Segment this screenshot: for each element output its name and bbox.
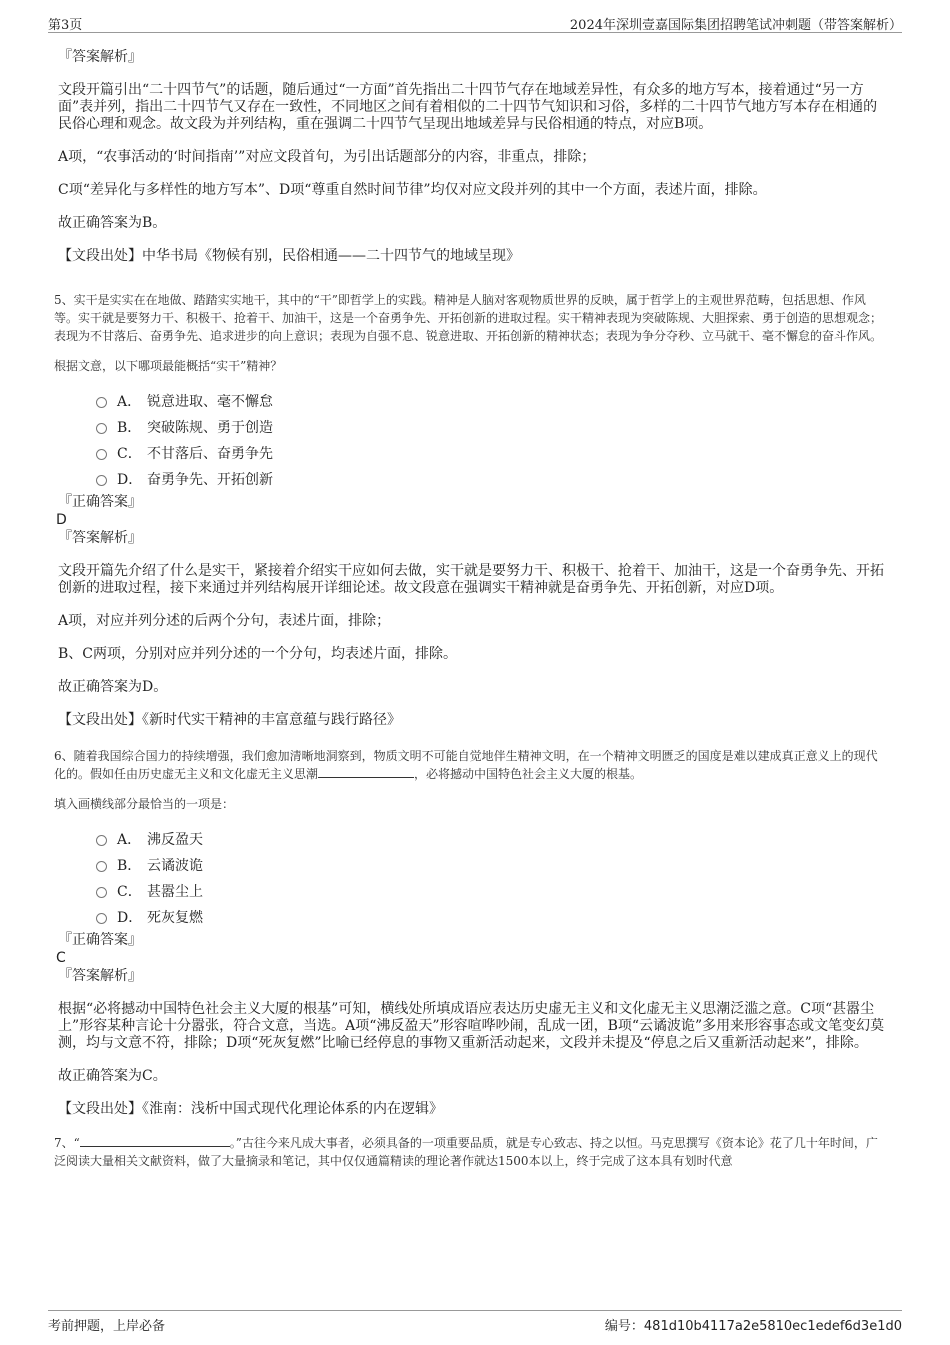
q5-options xyxy=(58,389,888,493)
q5-source: 【文段出处】《新时代实干精神的丰富意蕴与践行路径》 xyxy=(58,712,401,728)
q6-answer: C xyxy=(56,950,66,966)
page-number: 第3页 xyxy=(48,18,83,33)
q4-option-a-note: A项，“农事活动的‘时间指南’”对应文段首句，为引出话题部分的内容，非重点，排除； xyxy=(58,149,596,165)
q5-answer: D xyxy=(56,512,67,528)
q4-analysis: 文段开篇引出“二十四节气”的话题，随后通过“一方面”首先指出二十四节气存在地域差异性，有众多的地方写本，接着通过“另一方面”表并列，指出二十四节气又存在一致性，不同地区之间有着相似的二十四节气知识和习俗，多样的二十四节气地方写本存在相通的民俗心理和观念。故文段为并列结构，重在强调二十四节气呈现出地域差异与民俗相通的特点，对应B项。 xyxy=(58,82,878,132)
radio-icon[interactable] xyxy=(96,423,107,434)
radio-icon[interactable] xyxy=(96,887,107,898)
q6-option-b[interactable]: B． 云谲波诡 xyxy=(96,853,888,879)
radio-icon[interactable] xyxy=(96,475,107,486)
q4-option-cd-note: C项“差异化与多样性的地方写本”、D项“尊重自然时间节律”均仅对应文段并列的其中一个方面，表述片面，排除。 xyxy=(58,182,767,198)
page-header xyxy=(48,0,902,33)
q5-analysis-tag: 『答案解析』 xyxy=(58,530,142,546)
q6-stem: 6、随着我国综合国力的持续增强，我们愈加清晰地洞察到，物质文明不可能自觉地伴生精神文明，在一个精神文明匮乏的国度是难以建成真正意义上的现代化的。假如任由历史虚无主义和文化虚无主义思潮 ，必将撼动中国特色社会主义大厦的根基。 xyxy=(54,749,878,781)
document-title: 2024年深圳壹嘉国际集团招聘笔试冲刺题（带答案解析） xyxy=(569,18,902,33)
radio-icon[interactable] xyxy=(96,861,107,872)
radio-icon[interactable] xyxy=(96,835,107,846)
q4-source: 【文段出处】中华书局《物候有别，民俗相通——二十四节气的地域呈现》 xyxy=(58,248,520,264)
q6-analysis-tag: 『答案解析』 xyxy=(58,968,142,984)
q5-answer-tag: 『正确答案』 xyxy=(58,494,142,510)
document-serial: 编号：481d10b4117a2e5810ec1edef6d3e1d0 xyxy=(604,1319,902,1334)
q7-stem: 7、“ 。”古往今来凡成大事者，必须具备的一项重要品质，就是专心致志、持之以恒。马克思撰写《资本论》花了几十年时间，广泛阅读大量相关文献资料，做了大量摘录和笔记，其中仅仅通篇精读的理论著作就达1500本以上，终于完成了这本具有划时代意 xyxy=(54,1136,878,1168)
q5-option-bc-note: B、C两项，分别对应并列分述的一个分句，均表述片面，排除。 xyxy=(58,646,457,662)
q5-conclusion: 故正确答案为D。 xyxy=(58,679,168,695)
page-content xyxy=(54,46,888,1170)
radio-icon[interactable] xyxy=(96,913,107,924)
q6-options xyxy=(58,827,888,931)
q6-source: 【文段出处】《淮南：浅析中国式现代化理论体系的内在逻辑》 xyxy=(58,1101,443,1117)
q5-stem: 5、实干是实实在在地做、踏踏实实地干，其中的“干”即哲学上的实践。精神是人脑对客观物质世界的反映，属于哲学上的主观世界范畴，包括思想、作风等。实干就是要努力干、积极干、抢着干、加油干，这是一个奋勇争先、开拓创新的进取过程。实干精神表现为突破陈规、大胆探索、勇于创造的思想观念；表现为不甘落后、奋勇争先、追求进步的向上意识；表现为自强不息、锐意进取、开拓创新的精神状态；表现为争分夺秒、立马就干、毫不懈怠的奋斗作风。 xyxy=(54,293,883,343)
q5-option-b[interactable]: B． 突破陈规、勇于创造 xyxy=(96,415,888,441)
q5-analysis: 文段开篇先介绍了什么是实干，紧接着介绍实干应如何去做，实干就是要努力干、积极干、抢着干、加油干，这是一个奋勇争先、开拓创新的进取过程，接下来通过并列结构展开详细论述。故文段意在强调实干精神就是奋勇争先、开拓创新，对应D项。 xyxy=(58,563,884,596)
fill-blank xyxy=(318,765,414,778)
q5-option-a[interactable]: A． 锐意进取、毫不懈怠 xyxy=(96,389,888,415)
page-footer xyxy=(48,1310,902,1341)
q5-option-d[interactable]: D． 奋勇争先、开拓创新 xyxy=(96,467,888,493)
q6-question: 填入画横线部分最恰当的一项是： xyxy=(54,797,235,811)
q4-conclusion: 故正确答案为B。 xyxy=(58,215,167,231)
q6-option-a[interactable]: A． 沸反盈天 xyxy=(96,827,888,853)
radio-icon[interactable] xyxy=(96,449,107,460)
q4-analysis-tag: 『答案解析』 xyxy=(58,49,142,65)
q6-analysis: 根据“必将撼动中国特色社会主义大厦的根基”可知，横线处所填成语应表达历史虚无主义和文化虚无主义思潮泛滥之意。C项“甚嚣尘上”形容某种言论十分嚣张，符合文意，当选。A项“沸反盈天”形容喧哗吵闹，乱成一团，B项“云谲波诡”多用来形容事态或文笔变幻莫测，均与文意不符，排除；D项“死灰复燃”比喻已经停息的事物又重新活动起来，文段并未提及“停息之后又重新活动起来”，排除。 xyxy=(58,1001,885,1051)
fill-blank xyxy=(80,1134,230,1147)
q6-answer-tag: 『正确答案』 xyxy=(58,932,142,948)
q6-option-c[interactable]: C． 甚嚣尘上 xyxy=(96,879,888,905)
q6-conclusion: 故正确答案为C。 xyxy=(58,1068,167,1084)
footer-slogan: 考前押题，上岸必备 xyxy=(48,1319,166,1334)
q5-option-a-note: A项，对应并列分述的后两个分句，表述片面，排除； xyxy=(58,613,391,629)
radio-icon[interactable] xyxy=(96,397,107,408)
q5-question: 根据文意，以下哪项最能概括“实干”精神？ xyxy=(54,359,283,373)
q5-option-c[interactable]: C． 不甘落后、奋勇争先 xyxy=(96,441,888,467)
q6-option-d[interactable]: D． 死灰复燃 xyxy=(96,905,888,931)
